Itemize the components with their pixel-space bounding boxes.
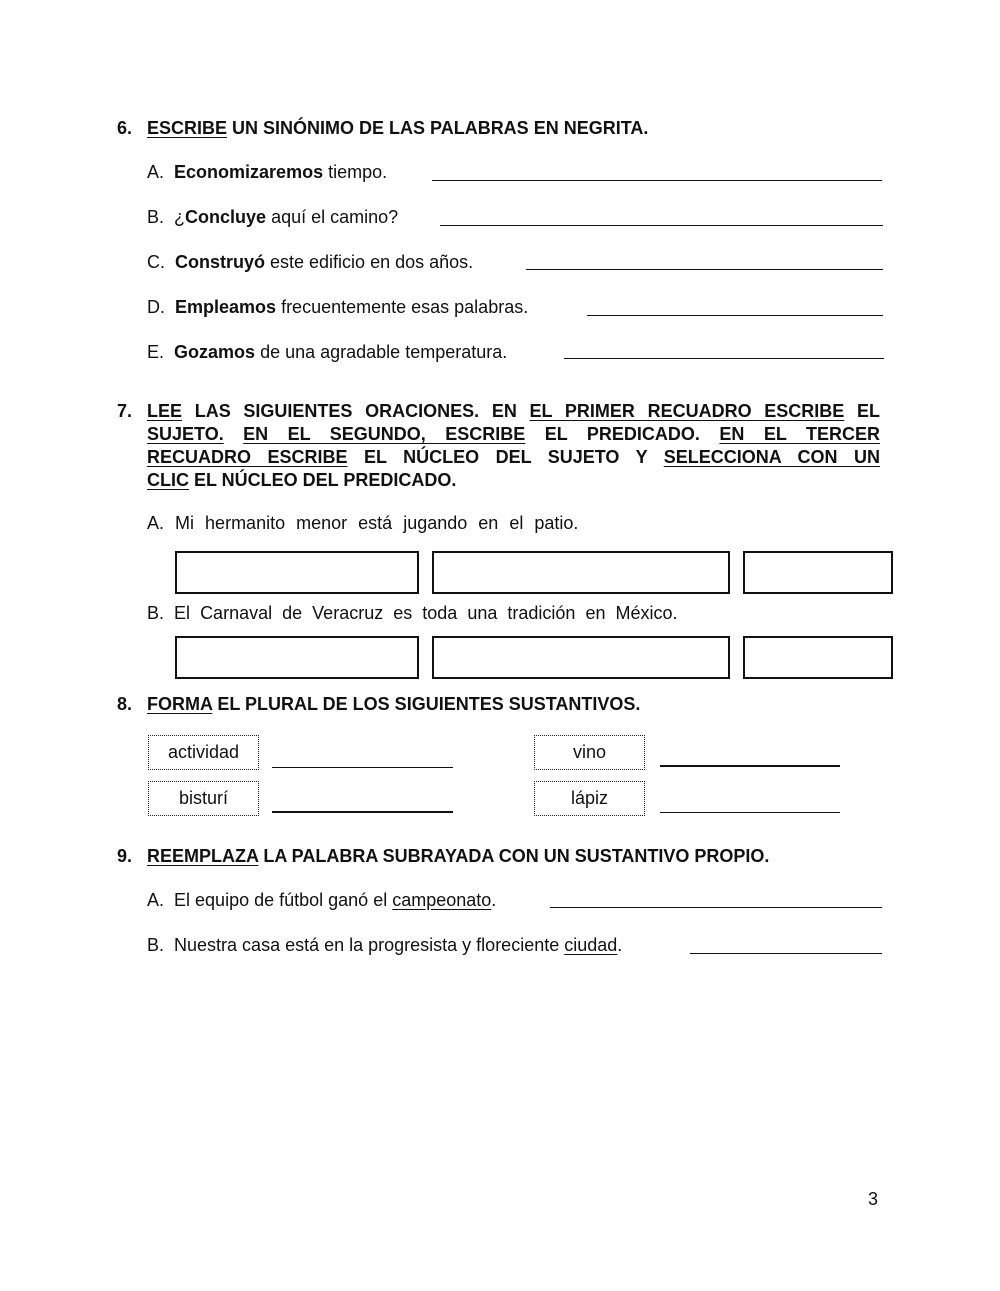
- q7-instruction-line-4: CLIC EL NÚCLEO DEL PREDICADO.: [147, 470, 457, 490]
- q7-sentence-a: A. Mi hermanito menor está jugando en el patio.: [147, 513, 579, 533]
- word-option[interactable]: patio.: [534, 513, 579, 533]
- q6-item-b: B. ¿Concluye aquí el camino?: [147, 207, 399, 227]
- word-option[interactable]: El: [174, 603, 191, 623]
- q7b-subject-nucleus-box[interactable]: [743, 636, 893, 679]
- q8-instruction-text: EL PLURAL DE LOS SIGUIENTES SUSTANTIVOS.: [212, 694, 641, 714]
- q6-number: 6.: [117, 118, 133, 138]
- noun-box-bisturi: bisturí: [148, 781, 259, 816]
- q6-item-c: C. Construyó este edificio en dos años.: [147, 252, 474, 272]
- q9-item-a: A. El equipo de fútbol ganó el campeonato.: [147, 890, 497, 910]
- bold-word: Concluye: [185, 207, 267, 227]
- word-option[interactable]: hermanito: [205, 513, 286, 533]
- q6-answer-line-c[interactable]: [526, 269, 883, 270]
- q6-instruction-verb: ESCRIBE: [147, 118, 228, 138]
- word-option[interactable]: el: [509, 513, 524, 533]
- noun-box-actividad: actividad: [148, 735, 259, 770]
- q7a-predicate-box[interactable]: [432, 551, 730, 594]
- noun-box-lapiz: lápiz: [534, 781, 645, 816]
- q7b-predicate-box[interactable]: [432, 636, 730, 679]
- bold-word: Construyó: [175, 252, 266, 272]
- q6-item-d: D. Empleamos frecuentemente esas palabras.: [147, 297, 529, 317]
- word-option[interactable]: jugando: [403, 513, 468, 533]
- q9-item-b: B. Nuestra casa está en la progresista y floreciente ciudad.: [147, 935, 623, 955]
- word-option[interactable]: está: [358, 513, 393, 533]
- q6-item-e: E. Gozamos de una agradable temperatura.: [147, 342, 508, 362]
- bold-word: Empleamos: [175, 297, 277, 317]
- q7b-subject-box[interactable]: [175, 636, 419, 679]
- q6-answer-line-b[interactable]: [440, 225, 883, 226]
- q7a-subject-nucleus-box[interactable]: [743, 551, 893, 594]
- plural-answer-line-3[interactable]: [272, 811, 453, 813]
- plural-answer-line-4[interactable]: [660, 812, 840, 813]
- word-option[interactable]: Mi: [175, 513, 195, 533]
- word-option[interactable]: en: [478, 513, 499, 533]
- q8-number: 8.: [117, 694, 133, 714]
- q9-number: 9.: [117, 846, 133, 866]
- bold-word: Economizaremos: [174, 162, 324, 182]
- page-number: 3: [868, 1189, 879, 1209]
- word-option[interactable]: México.: [615, 603, 678, 623]
- q6-answer-line-e[interactable]: [564, 358, 884, 359]
- word-option[interactable]: es: [393, 603, 413, 623]
- word-option[interactable]: menor: [296, 513, 348, 533]
- word-option[interactable]: toda: [422, 603, 458, 623]
- underlined-word: campeonato: [392, 890, 492, 910]
- q7a-subject-box[interactable]: [175, 551, 419, 594]
- q6-answer-line-d[interactable]: [587, 315, 883, 316]
- q7-instruction-line-2: SUJETO. EN EL SEGUNDO, ESCRIBE EL PREDICADO. EN EL TERCER: [147, 424, 880, 444]
- plural-answer-line-1[interactable]: [272, 767, 453, 768]
- underlined-word: ciudad: [564, 935, 618, 955]
- q7-instruction-line-1: LEE LAS SIGUIENTES ORACIONES. EN EL PRIMER RECUADRO ESCRIBE EL: [147, 401, 880, 421]
- q9-answer-line-b[interactable]: [690, 953, 882, 954]
- word-option[interactable]: una: [467, 603, 498, 623]
- q7-sentence-b: B. El Carnaval de Veracruz es toda una tradición en México.: [147, 603, 678, 623]
- q6-item-a: A. Economizaremos tiempo.: [147, 162, 388, 182]
- q7-instruction-line-3: RECUADRO ESCRIBE EL NÚCLEO DEL SUJETO Y SELECCIONA CON UN: [147, 447, 880, 467]
- word-option[interactable]: en: [585, 603, 606, 623]
- word-option[interactable]: tradición: [507, 603, 576, 623]
- q8-instruction-verb: FORMA: [147, 694, 213, 714]
- q9-answer-line-a[interactable]: [550, 907, 882, 908]
- bold-word: Gozamos: [174, 342, 256, 362]
- q9-instruction-verb: REEMPLAZA: [147, 846, 259, 866]
- plural-answer-line-2[interactable]: [660, 765, 840, 767]
- q9-instruction-text: LA PALABRA SUBRAYADA CON UN SUSTANTIVO PROPIO.: [258, 846, 770, 866]
- word-option[interactable]: Carnaval: [200, 603, 273, 623]
- noun-box-vino: vino: [534, 735, 645, 770]
- q6-instruction-text: UN SINÓNIMO DE LAS PALABRAS EN NEGRITA.: [227, 118, 649, 138]
- q6-answer-line-a[interactable]: [432, 180, 882, 181]
- word-option[interactable]: Veracruz: [312, 603, 384, 623]
- word-option[interactable]: de: [282, 603, 303, 623]
- q7-number: 7.: [117, 401, 133, 421]
